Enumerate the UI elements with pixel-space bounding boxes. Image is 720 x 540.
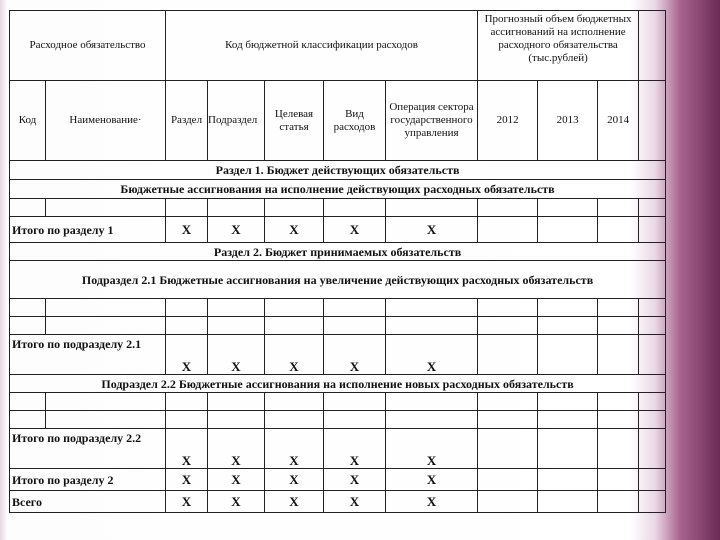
- table-row: [10, 411, 666, 429]
- subsection-2-1-row: [10, 261, 666, 299]
- x-mark: Х: [324, 469, 386, 491]
- subsection-2-1-title: Подраздел 2.1 Бюджетные ассигнования на увеличение действующих расходных обязательств: [10, 261, 666, 299]
- x-mark: Х: [166, 335, 208, 375]
- header-year-2012: 2012: [478, 81, 538, 161]
- table-row: [10, 199, 666, 217]
- header-row-columns: [10, 81, 666, 161]
- header-target-article: Целевая статья: [265, 81, 324, 161]
- table-row: [10, 299, 666, 317]
- x-mark: Х: [324, 429, 386, 469]
- header-code: Код: [10, 81, 46, 161]
- section-2-title: Раздел 2. Бюджет принимаемых обязательств: [10, 243, 666, 261]
- section-2-row: [10, 243, 666, 261]
- header-budget-code: Код бюджетной классификации расходов: [166, 11, 478, 81]
- total-section-1-label: Итого по разделу 1: [10, 217, 166, 243]
- x-mark: Х: [265, 491, 324, 513]
- section-1-subtitle: Бюджетные ассигнования на исполнение действующих расходных обязательств: [10, 180, 666, 199]
- x-mark: Х: [166, 491, 208, 513]
- header-operation: Операция сектора государственного управления: [386, 81, 478, 161]
- header-empty-cell: [639, 11, 666, 81]
- section-1-title: Раздел 1. Бюджет действующих обязательств: [10, 161, 666, 180]
- x-mark: Х: [208, 429, 265, 469]
- section-1-sub-row: [10, 180, 666, 199]
- header-row-top: [10, 11, 666, 81]
- slide-left-edge: [0, 0, 8, 540]
- header-forecast: Прогнозный объем бюджетных ассигнований на исполнение расходного обязательства (тыс.рублей): [478, 11, 639, 81]
- x-mark: Х: [208, 491, 265, 513]
- table-row: [10, 317, 666, 335]
- x-mark: Х: [166, 469, 208, 491]
- x-mark: Х: [265, 469, 324, 491]
- grand-total-row: [10, 491, 666, 513]
- total-subsection-2-1-row: [10, 335, 666, 375]
- total-section-2-row: [10, 469, 666, 491]
- x-mark: Х: [265, 217, 324, 243]
- total-subsection-2-1-label: Итого по подразделу 2.1: [10, 335, 166, 375]
- x-mark: Х: [265, 335, 324, 375]
- budget-obligations-table: [9, 10, 666, 513]
- total-section-1-row: [10, 217, 666, 243]
- header-expense-type: Вид расходов: [324, 81, 386, 161]
- header-subsection: Подраздел: [208, 81, 265, 161]
- header-year-2014: 2014: [598, 81, 639, 161]
- x-mark: Х: [208, 469, 265, 491]
- header-section: Раздел: [166, 81, 208, 161]
- x-mark: Х: [386, 469, 478, 491]
- x-mark: Х: [386, 217, 478, 243]
- x-mark: Х: [386, 491, 478, 513]
- grand-total-label: Всего: [10, 491, 166, 513]
- subsection-2-2-row: [10, 375, 666, 393]
- x-mark: Х: [324, 335, 386, 375]
- total-subsection-2-2-label: Итого по подразделу 2.2: [10, 429, 166, 469]
- x-mark: Х: [324, 217, 386, 243]
- x-mark: Х: [208, 335, 265, 375]
- table-row: [10, 393, 666, 411]
- x-mark: Х: [166, 429, 208, 469]
- section-1-row: [10, 161, 666, 180]
- total-section-2-label: Итого по разделу 2: [10, 469, 166, 491]
- x-mark: Х: [386, 429, 478, 469]
- header-name: Наименование·: [46, 81, 166, 161]
- x-mark: Х: [166, 217, 208, 243]
- x-mark: Х: [265, 429, 324, 469]
- total-subsection-2-2-row: [10, 429, 666, 469]
- header-empty-cell: [639, 81, 666, 161]
- x-mark: Х: [386, 335, 478, 375]
- header-obligation: Расходное обязательство: [10, 11, 166, 81]
- x-mark: Х: [208, 217, 265, 243]
- x-mark: Х: [324, 491, 386, 513]
- header-year-2013: 2013: [538, 81, 598, 161]
- subsection-2-2-title: Подраздел 2.2 Бюджетные ассигнования на исполнение новых расходных обязательств: [10, 375, 666, 393]
